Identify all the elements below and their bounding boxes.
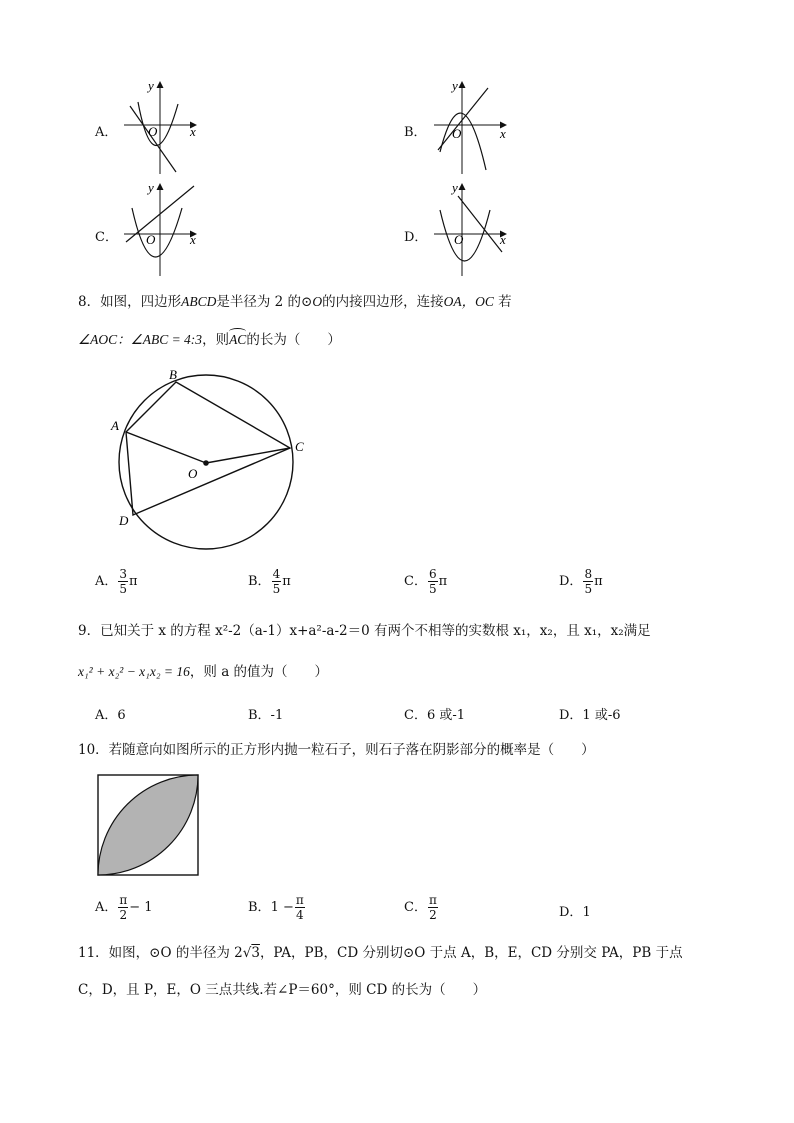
q10-option-c-letter: C．	[404, 900, 427, 915]
q8-a-pi: π	[129, 574, 138, 589]
q7-option-b-letter: B．	[404, 125, 427, 140]
q8-circle-o: O	[312, 294, 323, 309]
q8-option-b-letter: B．	[248, 574, 271, 589]
q11-stem-line2: C，D，且 P，E，O 三点共线.若∠P＝60°，则 CD 的长为（ ）	[78, 982, 487, 998]
q7-a-y-label: y	[148, 78, 154, 93]
q9-option-c: C．6 或-1	[404, 708, 466, 723]
q8-label-b: B	[169, 367, 177, 382]
q9-stem-line2	[78, 660, 328, 680]
q8-option-c	[404, 568, 447, 595]
q8-option-a	[95, 568, 138, 595]
q8-a-den: 5	[119, 582, 128, 596]
q10-b-num: π	[295, 893, 304, 907]
q7-b-x-label: x	[500, 126, 506, 141]
q8-arc-ac: AC	[229, 332, 247, 347]
q7-d-x-label: x	[500, 232, 506, 247]
q8-label-c: C	[295, 439, 304, 454]
q7-c-y-label: y	[148, 180, 154, 195]
q8-d-num: 8	[584, 567, 593, 581]
q8-text-d: 若	[493, 294, 512, 310]
q7-graph-a	[118, 78, 204, 176]
q7-option-c-letter: C．	[95, 230, 118, 245]
q7-c-x-label: x	[190, 232, 196, 247]
q7-a-origin-label: O	[148, 124, 158, 139]
q10-a-num: π	[119, 893, 128, 907]
q11-text-a: 11．如图，⊙O 的半径为 2	[78, 945, 243, 961]
q10-option-b	[248, 894, 306, 921]
q8-c-num: 6	[428, 567, 437, 581]
q8-circle-figure	[105, 362, 320, 557]
q8-text-f: 的长为（ ）	[246, 332, 341, 348]
q8-text-b: 是半径为 2 的⊙	[216, 294, 313, 310]
q10-option-d	[559, 901, 591, 920]
q9-text-suffix: ，则 a 的值为（ ）	[189, 664, 329, 680]
q10-d-value: 1	[582, 905, 591, 920]
q8-c-pi: π	[438, 574, 448, 589]
q7-graph-c	[118, 180, 204, 278]
q7-graph-d	[428, 180, 514, 278]
q7-c-origin-label: O	[146, 232, 156, 247]
q10-option-b-letter: B．	[248, 900, 271, 915]
q8-option-d	[559, 568, 603, 595]
q8-option-a-letter: A．	[95, 574, 118, 589]
q7-b-origin-label: O	[452, 126, 462, 141]
q10-option-a-letter: A．	[95, 900, 118, 915]
q8-label-o: O	[188, 466, 198, 481]
q10-option-a	[95, 894, 153, 921]
q7-option-a-letter: A．	[95, 125, 118, 140]
q9-stem-line1: 9．已知关于 x 的方程 x²-2（a-1）x+a²-a-2＝0 有两个不相等的实数根 x₁，x₂，且 x₁，x₂满足	[78, 623, 651, 639]
q7-a-x-label: x	[190, 124, 196, 139]
q10-a-suffix: − 1	[129, 900, 153, 915]
q8-option-c-letter: C．	[404, 574, 427, 589]
q10-b-prefix: 1 −	[270, 900, 294, 915]
q8-d-pi: π	[594, 574, 603, 589]
q7-d-origin-label: O	[454, 232, 464, 247]
q7-b-y-label: y	[452, 78, 458, 93]
q8-abcd: ABCD	[181, 294, 217, 309]
q8-label-d: D	[119, 513, 129, 528]
q11-sqrt-value: 3	[251, 945, 260, 961]
q8-b-den: 5	[272, 582, 281, 596]
q8-text-a: 8．如图，四边形	[78, 294, 182, 310]
q10-stem: 10．若随意向如图所示的正方形内抛一粒石子，则石子落在阴影部分的概率是（ ）	[78, 742, 595, 758]
q8-label-a: A	[111, 418, 119, 433]
q10-square-figure	[97, 774, 201, 878]
q8-a-num: 3	[119, 567, 128, 581]
q8-d-den: 5	[584, 582, 593, 596]
q10-option-d-letter: D．	[559, 905, 583, 920]
q11-text-b: ，PA，PB，CD 分别切⊙O 于点 A，B，E，CD 分别交 PA，PB 于点	[259, 945, 683, 961]
q10-c-den: 2	[429, 908, 437, 922]
q10-c-num: π	[428, 893, 437, 907]
sqrt-icon: √	[242, 945, 252, 961]
q8-option-d-letter: D．	[559, 574, 583, 589]
q9-option-a: A．6	[95, 708, 126, 723]
q8-text-e: ，则	[202, 332, 230, 348]
q8-text-c: 的内接四边形，连接	[322, 294, 444, 310]
q8-option-b	[248, 568, 291, 595]
q7-graph-b	[428, 78, 514, 176]
q8-oa-oc: OA，OC	[443, 294, 494, 309]
q7-d-y-label: y	[452, 180, 458, 195]
q10-option-c	[404, 894, 439, 921]
q8-c-den: 5	[428, 582, 437, 596]
q8-stem-line2	[78, 328, 341, 348]
q8-b-num: 4	[272, 567, 281, 581]
q9-option-b: B．-1	[248, 708, 284, 723]
q8-angle-ratio: ∠AOC：∠ABC = 4:3	[78, 332, 203, 347]
q9-option-d: D．1 或-6	[559, 708, 621, 723]
q8-stem-line1	[78, 290, 512, 310]
q10-a-den: 2	[119, 908, 128, 922]
q7-option-d-letter: D．	[404, 230, 428, 245]
q11-stem-line1	[78, 941, 683, 961]
q10-b-den: 4	[295, 908, 304, 922]
q8-b-pi: π	[282, 574, 291, 589]
q9-formula: x₁² + x₂² − x₁x₂ = 16	[78, 664, 190, 679]
